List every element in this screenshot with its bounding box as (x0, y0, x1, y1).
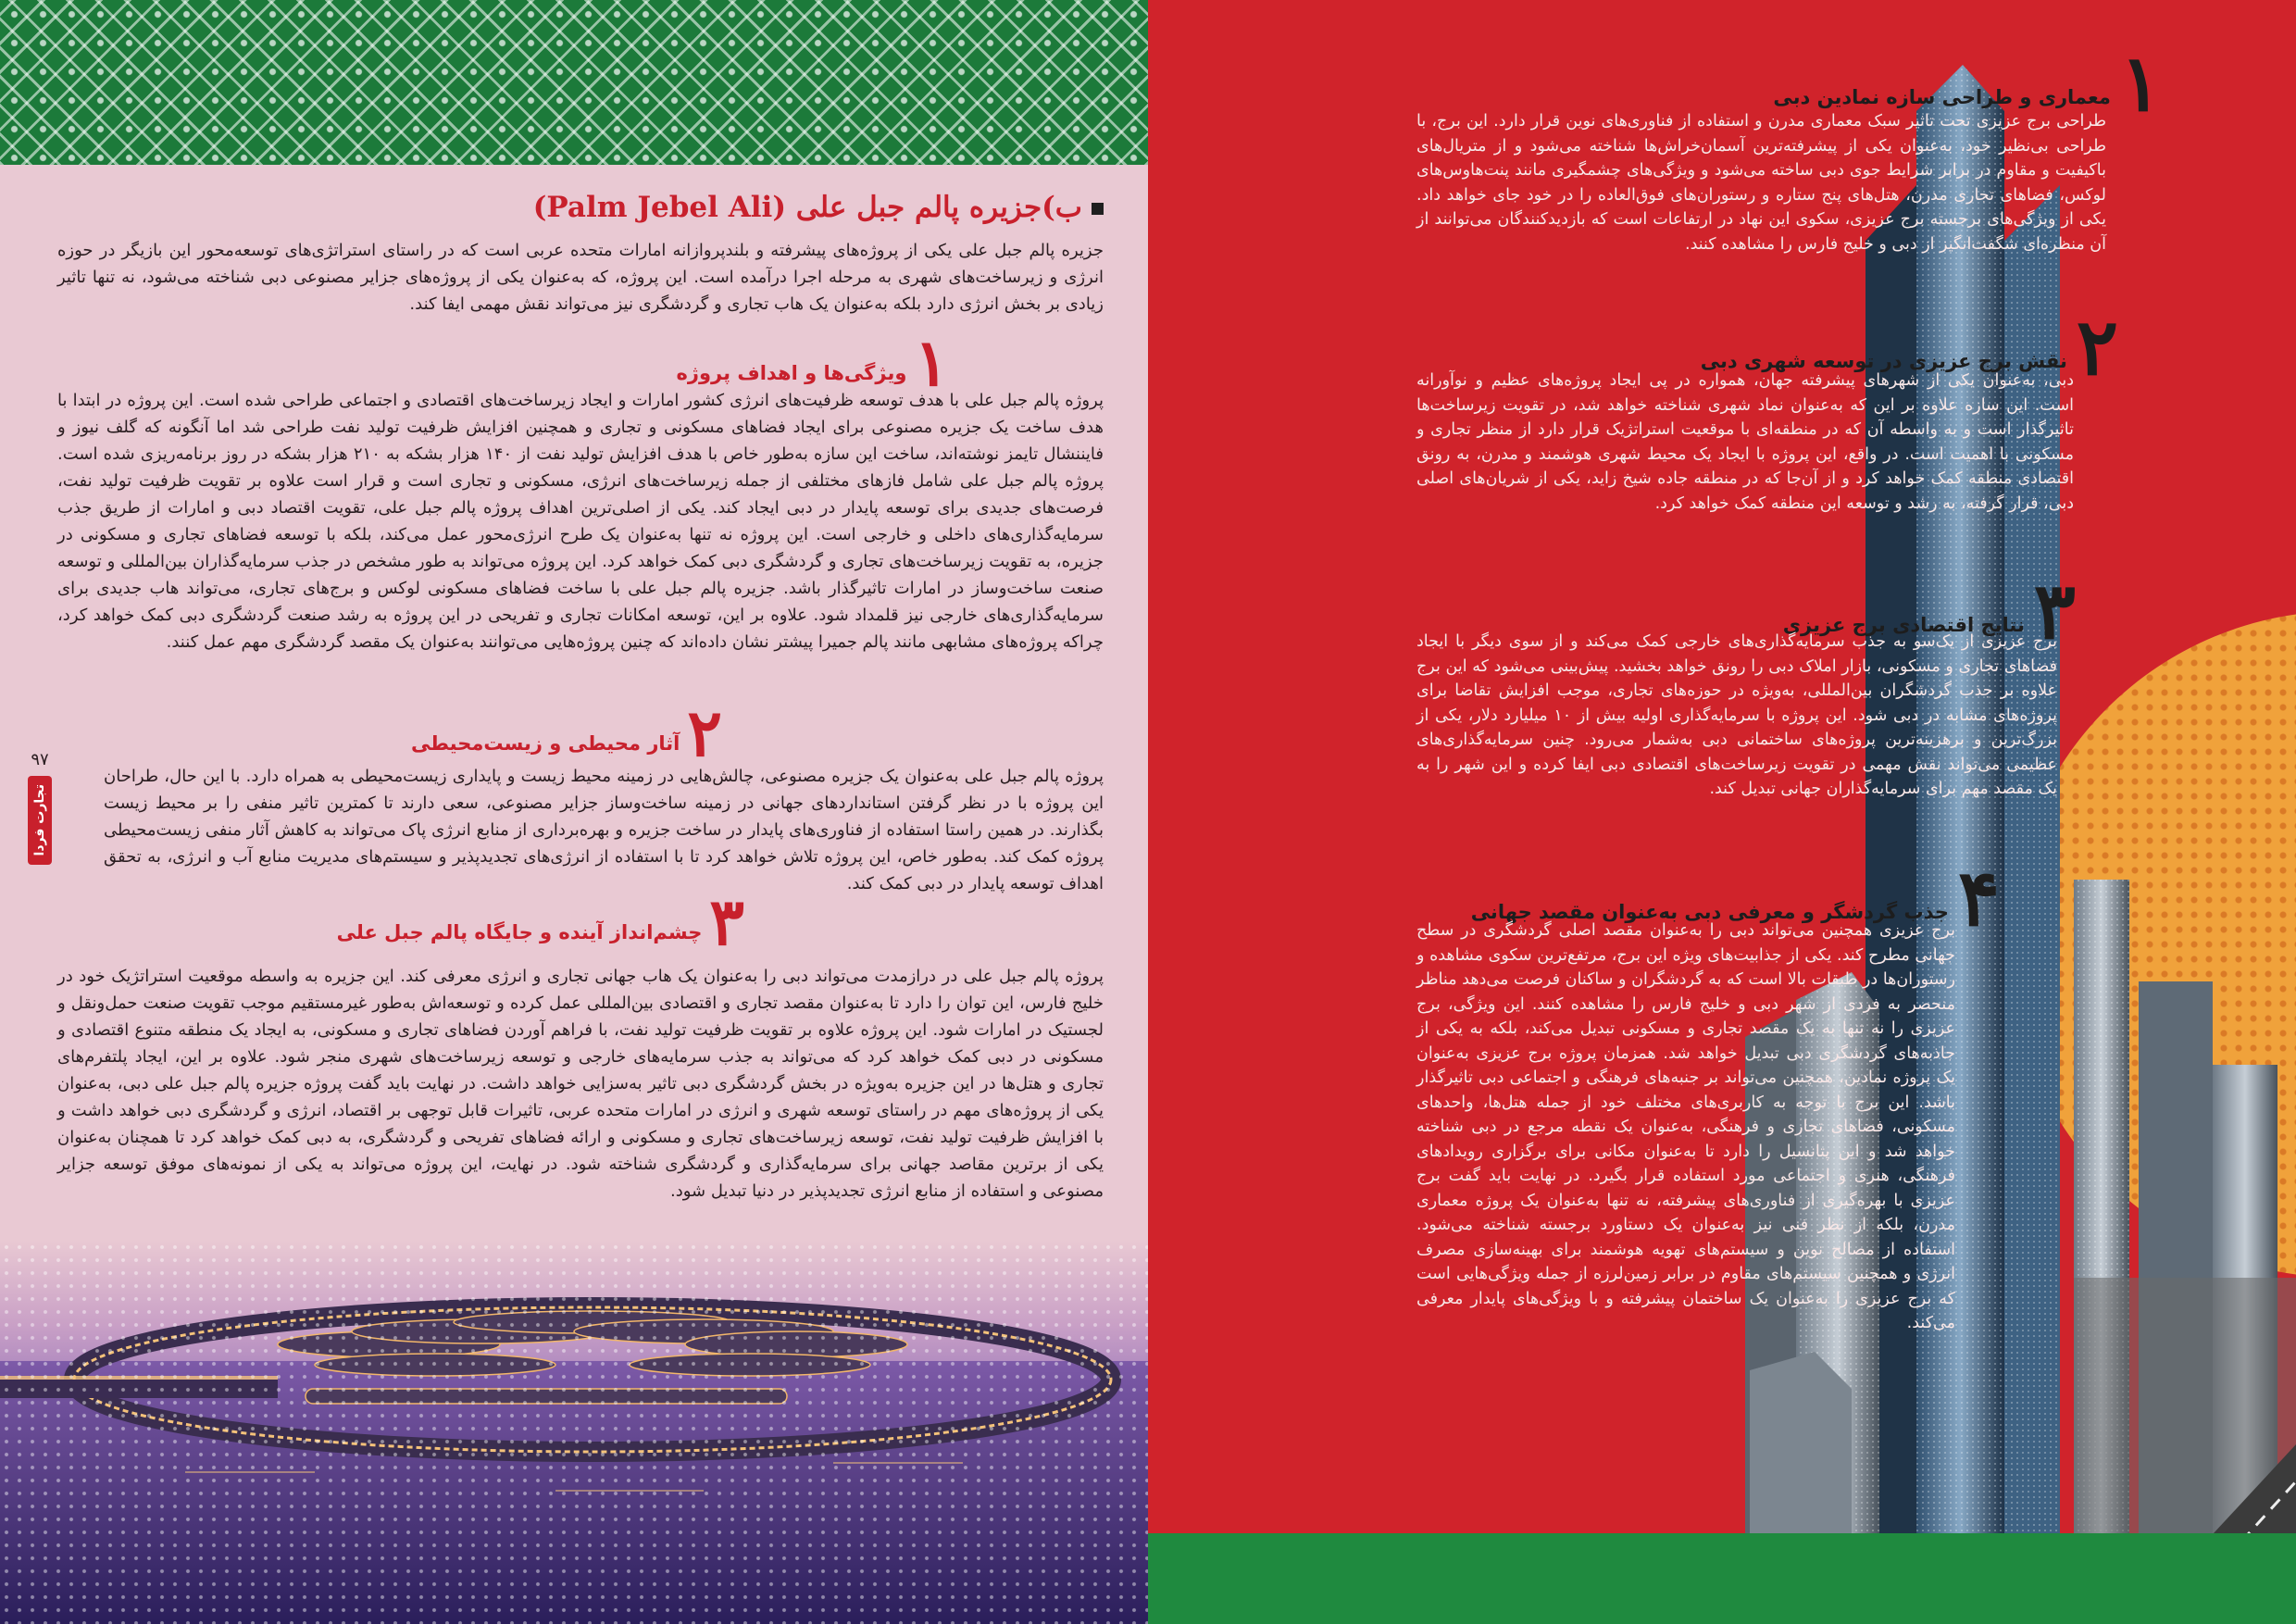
section-heading-3 (336, 883, 744, 960)
magazine-logo (28, 776, 52, 865)
article-title (39, 191, 1104, 224)
right-section-body-1: طراحی برج عزیزی تحت تاثیر سبک معماری مدرن و استفاده از فناوری‌های نوین قرار دارد. این برج، با طراحی بی‌نظیر خود، به‌عنوان یکی از پیشرفته‌ترین آسمان‌خراش‌ها شناخته می‌شود و از متریال‌های باکیفیت و مقاوم در برابر شرایط جوی دبی ساخته می‌شود و ویژگی‌های چشمگیری مانند پنت‌هاوس‌های لوکس، فضاهای تجاری مدرن، هتل‌های پنج ستاره و رستوران‌های فوق‌العاده را در خود جای خواهد داد. یکی از ویژگی‌های برجسته برج عزیزی، سکوی این نهاد در ارتفاعات است که بازدیدکنندگان می‌توانند از آن منظره‌ای شگفت‌انگیز از دبی و خلیج فارس را مشاهده کنند. (1416, 112, 2106, 254)
page-number: ۹۷ (31, 750, 49, 769)
section-heading-text: جذب گردشگر و معرفی دبی به‌عنوان مقصد جهانی (1470, 901, 1949, 923)
section-heading-text: نقش برج عزیزی در توسعه شهری دبی (1700, 350, 2067, 372)
right-section-body-3: برج عزیزی از یک‌سو به جذب سرمایه‌گذاری‌های خارجی کمک می‌کند و از سوی دیگر با ایجاد فضاهای تجاری و مسکونی، بازار املاک دبی را رونق خواهد بخشید. پیش‌بینی می‌شود که این برج علاوه بر جذب گردشگران بین‌المللی، به‌ویژه در حوزه‌های تجاری، موجب افزایش تقاضا برای پروژه‌های مشابه در دبی شود. این پروژه با سرمایه‌گذاری اولیه بیش از ۱۰ میلیارد دلار، یکی از بزرگ‌ترین و برهزینه‌ترین پروژه‌های ساختمانی دبی به‌شمار می‌رود. چنین سرمایه‌گذاری‌های عظیمی می‌تواند نقش مهمی در تقویت زیرساخت‌های اقتصادی دبی ایفا کرده و این شهر را به یک مقصد مهم برای سرمایه‌گذاران جهانی تبدیل کند. (1416, 632, 2057, 798)
magazine-logo-text: تجارت فردا (32, 784, 47, 856)
section-number: ۴ (1957, 852, 2000, 943)
section-number: ۲ (687, 694, 722, 771)
section-number: ۱ (914, 324, 949, 401)
section-body-3: پروژه پالم جبل علی در درازمدت می‌تواند دبی را به‌عنوان یک هاب جهانی تجاری و انرژی معرفی کند. این جزیره به واسطه موقعیت استراتژیک خود در خلیج فارس، این توان را دارد تا به‌عنوان مقصد تجاری و اقتصادی بین‌المللی عمل کرده و توسعه‌اش به‌طور غیرمستقیم موجب تقویت صنعت حمل‌ونقل و لجستیک در امارات شود. این پروژه علاوه بر تقویت ظرفیت تولید نفت، با فراهم آوردن فضاهای تجاری و مسکونی، به ایجاد یک منطقه متنوع اقتصادی و مسکونی در دبی کمک خواهد کرد که می‌تواند به جذب سرمایه‌های خارجی و توسعه زیرساخت‌های شهری منجر شود. علاوه بر این، ایجاد پلتفرم‌های تجاری و هتل‌ها در این جزیره به‌ویژه در بخش گردشگری دبی تاثیر به‌سزایی خواهد داشت. در نهایت باید گفت پروژه جزیره پالم جبل علی دبی، به‌عنوان یکی از پروژه‌های مهم در راستای توسعه شهری و انرژی در امارات متحده عربی، تاثیرات قابل توجهی بر اقتصاد، انرژی و گردشگری دبی خواهد داشت و با افزایش ظرفیت تولید نفت، توسعه زیرساخت‌های تجاری و مسکونی و ارائه فضاهای تفریحی و گردشگری، به دبی کمک خواهد کرد تا همچنان به‌عنوان یکی از برترین مقاصد جهانی برای سرمایه‌گذاری و گردشگری شناخته شود. در نهایت، این پروژه می‌تواند به یکی از نمونه‌های موفق توسعه جزایر مصنوعی و استفاده از منابع انرژی تجدیدپذیر در دنیا تبدیل شود. (57, 967, 1104, 1201)
section-heading-2 (410, 694, 722, 771)
section-body-2: پروژه پالم جبل علی به‌عنوان یک جزیره مصنوعی، چالش‌هایی در زمینه محیط زیست و پایداری زیست‌محیطی به همراه دارد. با این حال، طراحان این پروژه با در نظر گرفتن استانداردهای جهانی در زمینه ساخت‌وساز جزایر مصنوعی، سعی دارند تا کمترین تاثیر منفی را بر محیط زیست بگذارند. در همین راستا استفاده از فناوری‌های پایدار در ساخت جزیره و بهره‌برداری از منابع انرژی پاک می‌تواند به کاهش آثار منفی زیست‌محیطی پروژه کمک کند. به‌طور خاص، این پروژه تلاش خواهد کرد تا با استفاده از انرژی‌های تجدیدپذیر و سیستم‌های مدیریت منابع آب و انرژی، به تحقق اهداف توسعه پایدار در دبی کمک کند. (104, 767, 1104, 893)
section-number: ۳ (2033, 565, 2076, 656)
decorative-pattern-header (0, 0, 1148, 165)
section-heading-text: چشم‌انداز آینده و جایگاه پالم جبل علی (336, 921, 703, 943)
section-heading-text: ویژگی‌ها و اهداف پروژه (676, 362, 907, 384)
section-number: ۳ (709, 883, 744, 960)
section-heading-text: نتایج اقتصادی برج عزیزی (1782, 614, 2025, 636)
right-section-body-4: برج عزیزی همچنین می‌تواند دبی را به‌عنوان مقصد اصلی گردشگری در سطح جهانی مطرح کند. یکی از جذابیت‌های ویژه این برج، مرتفع‌ترین سکوی مشاهده و رستوران‌ها در طبقات بالا است که به گردشگران و ساکنان فرصت می‌دهد مناظر منحصر به فردی از شهر دبی و خلیج فارس را مشاهده کنند. این ویژگی، برج عزیزی را نه تنها به یک مقصد تجاری و مسکونی تبدیل می‌کند، بلکه به یکی از جاذبه‌های گردشگری دبی تبدیل خواهد شد. همزمان پروژه برج عزیزی به‌عنوان یک پروژه نمادین، همچنین می‌تواند بر جنبه‌های فرهنگی و اجتماعی دبی تاثیرگذار باشد. این برج با توجه به کاربری‌های مختلف خود از جمله هتل‌ها، واحدهای مسکونی، فضاهای تجاری و فرهنگی، به‌عنوان یک نقطه مرجع در دبی شناخته خواهد شد و این پتانسیل را دارد تا به‌عنوان مکانی برای برگزاری رویدادهای فرهنگی، هنری و اجتماعی مورد استفاده قرار بگیرد. در نهایت باید گفت برج عزیزی با بهره‌گیری از فناوری‌های پیشرفته، نه تنها به‌عنوان یک پروژه معماری مدرن، بلکه از نظر فنی نیز به‌عنوان یک دستاورد برجسته شناخته می‌شود. استفاده از مصالح نوین و سیستم‌های تهویه هوشمند برای بهینه‌سازی مصرف انرژی و همچنین سیستم‌های مقاوم در برابر زمین‌لرزه از جمله ویژگی‌هایی است که برج عزیزی را به‌عنوان یک ساختمان پیشرفته و با ویژگی‌های پایدار معرفی می‌کند. (1416, 921, 1955, 1332)
title-bullet-icon (1092, 203, 1104, 215)
right-section-body-2: دبی، به‌عنوان یکی از شهرهای پیشرفته جهان، همواره در پی ایجاد پروژه‌های عظیم و نوآورانه است. این سازه علاوه بر این که به‌عنوان نماد شهری شناخته خواهد شد، در تقویت زیرساخت‌ها تاثیرگذار است و به واسطه آن که در منطقه‌ای با موقعیت استراتژیک قرار دارد از منظر تجاری و مسکونی با اهمیت است. در واقع، این پروژه با ایجاد یک محیط شهری هوشمند و مدرن، به رونق اقتصادی منطقه کمک خواهد کرد و از آن‌جا که در منطقه جاده شیخ زاید، یکی از شریان‌های اصلی دبی، قرار گرفته، به رشد و توسعه این منطقه کمک خواهد کرد. (1416, 371, 2074, 513)
section-number: ۲ (2076, 301, 2118, 393)
section-heading-text: آثار محیطی و زیست‌محیطی (410, 732, 680, 755)
section-heading-text: معماری و طراحی سازه نمادین دبی (1773, 86, 2111, 108)
footer-green-bar (1148, 1533, 2296, 1624)
article-title-text: ب)جزیره پالم جبل علی (Palm Jebel Ali) (532, 191, 1082, 224)
section-body-1: پروژه پالم جبل علی با هدف توسعه ظرفیت‌های انرژی کشور امارات و ایجاد زیرساخت‌های اقتصادی و اجتماعی طراحی شده است. این پروژه در ابتدا با هدف ساخت یک جزیره مصنوعی برای ایجاد فضاهای مسکونی و تجاری و همچنین افزایش ظرفیت تولید نفت طراحی شد اما آنگونه که گلف نیوز و فایننشال تایمز نوشته‌اند، ساخت این سازه به‌طور خاص با هدف افزایش تولید نفت از ۱۴۰ هزار بشکه به ۲۱۰ هزار بشکه در روز برنامه‌ریزی شده است. پروژه پالم جبل علی شامل فازهای مختلفی از جمله زیرساخت‌های انرژی، مسکونی و تجاری است و قرار است علاوه بر تقویت ظرفیت تولید نفت، فرصت‌های جدیدی برای توسعه پایدار در دبی ایجاد کند. یکی از اصلی‌ترین اهداف پروژه پالم جبل علی، تقویت اقتصاد دبی و امارات از طریق جذب سرمایه‌گذاری‌های داخلی و خارجی است. این پروژه نه تنها به‌عنوان یک طرح انرژی‌محور عمل می‌کند، بلکه با توسعه فضاهای تجاری و مسکونی در جزیره، به تقویت زیرساخت‌های تجاری و گردشگری دبی کمک خواهد کرد. این پروژه می‌تواند به طور مشخص در جذب سرمایه‌گذاران بین‌المللی و توسعه صنعت ساخت‌وساز در امارات تاثیرگذار باشد. جزیره پالم جبل علی با ساخت فضاهای مسکونی لوکس و برج‌های تجاری، می‌تواند هاب جدیدی برای سرمایه‌گذاری‌های خارجی نیز قلمداد شود. علاوه بر این، توسعه امکانات تجاری و تفریحی در این پروژه به رشد صنعت گردشگری دبی کمک خواهد کرد، چراکه پروژه‌های مشابهی مانند پالم جمیرا پیشتر نشان داده‌اند که چنین پروژه‌هایی می‌توانند به‌عنوان یک مقصد گردشگری مهم عمل کنند. (57, 391, 1104, 652)
right-page (1148, 0, 2296, 1624)
intro-paragraph: جزیره پالم جبل علی یکی از پروژه‌های پیشرفته و بلندپروازانه امارات متحده عربی است که در راستای استراتژی‌های توسعه‌محور این بازیگر در حوزه انرژی و زیرساخت‌های شهری به مرحله اجرا درآمده است. این پروژه، که به‌عنوان یکی از پروژه‌های جزایر مصنوعی دبی شناخته می‌شود، نه تنها تاثیر زیادی بر بخش انرژی دارد بلکه به‌عنوان یک هاب تجاری و گردشگری نیز می‌تواند نقش مهمی ایفا کند. (57, 241, 1104, 314)
halftone-overlay (0, 1241, 1148, 1624)
palm-jebel-ali-photo (0, 1241, 1148, 1624)
section-heading-1 (676, 324, 949, 401)
section-number: ۱ (2119, 37, 2162, 129)
